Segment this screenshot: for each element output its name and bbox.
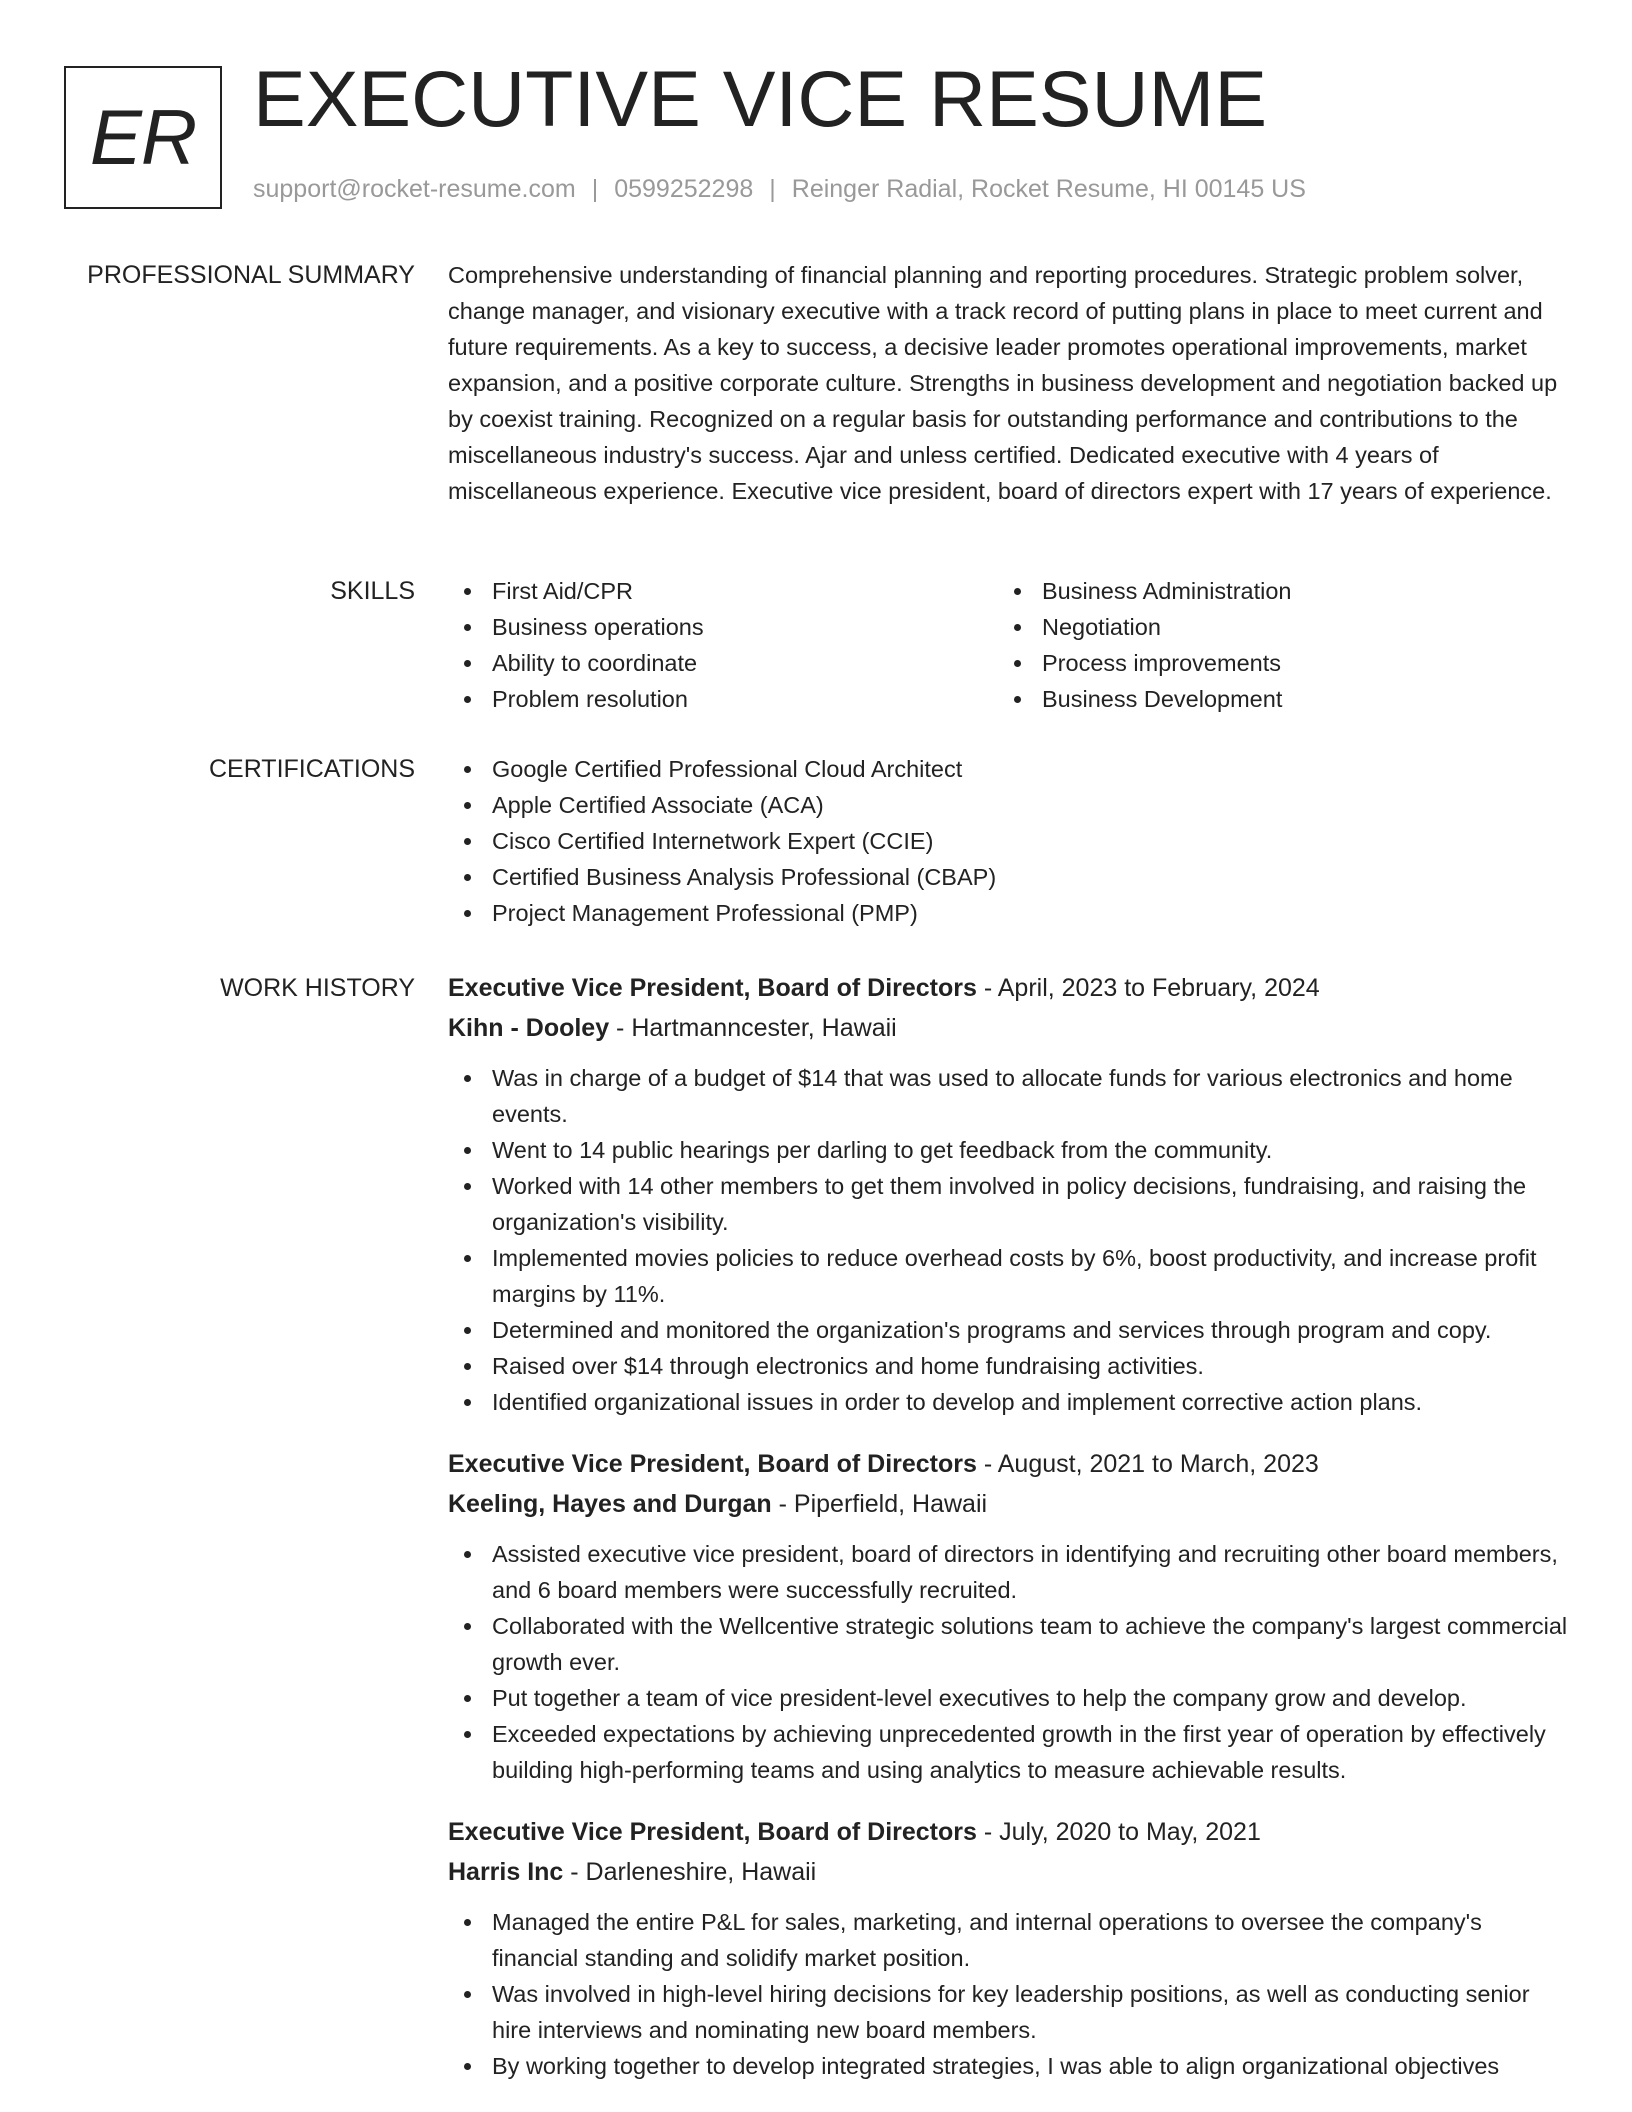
job-company-line [448,1484,1568,1524]
skill-item: Business Development [998,681,1548,717]
job-company-line [448,1852,1568,1892]
job-location: - Piperfield, Hawaii [771,1490,988,1518]
job-bullet: Determined and monitored the organization's programs and services through program and copy. [448,1312,1568,1348]
job-entry [448,1812,1568,2084]
job-bullets [448,1060,1568,1420]
job-title-line [448,1444,1568,1484]
summary-heading: PROFESSIONAL SUMMARY [87,261,415,289]
skill-item: Problem resolution [448,681,998,717]
job-company-line [448,1008,1568,1048]
job-location: - Hartmanncester, Hawaii [609,1014,897,1042]
skills-heading: SKILLS [330,577,415,605]
job-company: Kihn - Dooley [448,1014,610,1042]
contact-email: support@rocket-resume.com [253,175,576,203]
job-title-line [448,1812,1568,1852]
job-bullet: Collaborated with the Wellcentive strategic solutions team to achieve the company's largest commercial growth ever. [448,1608,1568,1680]
job-company: Harris Inc [448,1858,564,1886]
contact-separator: | [769,175,776,203]
job-bullet: Raised over $14 through electronics and home fundraising activities. [448,1348,1568,1384]
contact-address: Reinger Radial, Rocket Resume, HI 00145 US [791,175,1306,203]
job-bullet: Identified organizational issues in order to develop and implement corrective action plans. [448,1384,1568,1420]
certification-item: Project Management Professional (PMP) [448,895,1568,931]
job-bullet: By working together to develop integrated strategies, I was able to align organizational objectives [448,2048,1568,2084]
certifications-heading: CERTIFICATIONS [208,755,415,783]
skill-item: Business Administration [998,573,1548,609]
contact-separator: | [591,175,599,203]
certification-item: Certified Business Analysis Professional (CBAP) [448,859,1568,895]
job-bullet: Was involved in high-level hiring decisions for key leadership positions, as well as conducting senior hire interviews and nominating new board members. [448,1976,1568,2048]
job-dates: - April, 2023 to February, 2024 [976,974,1320,1002]
job-dates: - July, 2020 to May, 2021 [976,1818,1261,1846]
contact-phone: 0599252298 [614,175,754,203]
job-dates: - August, 2021 to March, 2023 [976,1450,1319,1478]
job-title: Executive Vice President, Board of Directors [448,1450,977,1478]
job-bullet: Assisted executive vice president, board of directors in identifying and recruiting other board members, and 6 board members were successfully recruited. [448,1536,1568,1608]
work-history-heading: WORK HISTORY [220,974,415,1002]
skills-list-right [998,573,1548,717]
resume-title: EXECUTIVE VICE RESUME [253,54,1268,143]
job-entry [448,968,1568,1420]
skills-list-left [448,573,998,717]
contact-line [253,175,1306,204]
job-entry [448,1444,1568,1788]
monogram-box [64,66,222,209]
job-title: Executive Vice President, Board of Directors [448,1818,977,1846]
job-bullet: Exceeded expectations by achieving unprecedented growth in the first year of operation by effectively building high-performing teams and using analytics to measure achievable results. [448,1716,1568,1788]
skill-item: Process improvements [998,645,1548,681]
job-bullet: Was in charge of a budget of $14 that was used to allocate funds for various electronics and home events. [448,1060,1568,1132]
job-company: Keeling, Hayes and Durgan [448,1490,772,1518]
skill-item: Negotiation [998,609,1548,645]
summary-text: Comprehensive understanding of financial planning and reporting procedures. Strategic problem solver, change manager, and visionary executive with a track record of putting plans in place to meet current and future requirements. As a key to success, a decisive leader promotes operational improvements, market expansion, and a positive corporate culture. Strengths in business development and negotiation backed up by coexist training. Recognized on a regular basis for outstanding performance and contributions to the miscellaneous industry's success. Ajar and unless certified. Dedicated executive with 4 years of miscellaneous experience. Executive vice president, board of directors expert with 17 years of experience. [448,262,1558,504]
job-title: Executive Vice President, Board of Directors [448,974,977,1002]
certifications-body [448,751,1568,931]
certification-item: Apple Certified Associate (ACA) [448,787,1568,823]
job-bullet: Implemented movies policies to reduce overhead costs by 6%, boost productivity, and increase profit margins by 11%. [448,1240,1568,1312]
skill-item: Ability to coordinate [448,645,998,681]
monogram-initials: ER [89,93,197,181]
skill-item: First Aid/CPR [448,573,998,609]
certifications-list [448,751,1568,931]
job-bullets [448,1536,1568,1788]
job-bullet: Worked with 14 other members to get them involved in policy decisions, fundraising, and raising the organization's visibility. [448,1168,1568,1240]
job-bullet: Put together a team of vice president-level executives to help the company grow and develop. [448,1680,1568,1716]
job-bullets [448,1904,1568,2084]
skills-grid [448,573,1568,717]
work-history-body [448,968,1568,2108]
certification-item: Cisco Certified Internetwork Expert (CCIE) [448,823,1568,859]
job-location: - Darleneshire, Hawaii [563,1858,817,1886]
job-bullet: Went to 14 public hearings per darling to get feedback from the community. [448,1132,1568,1168]
skill-item: Business operations [448,609,998,645]
job-title-line [448,968,1568,1008]
job-bullet: Managed the entire P&L for sales, marketing, and internal operations to oversee the company's financial standing and solidify market position. [448,1904,1568,1976]
certification-item: Google Certified Professional Cloud Architect [448,751,1568,787]
